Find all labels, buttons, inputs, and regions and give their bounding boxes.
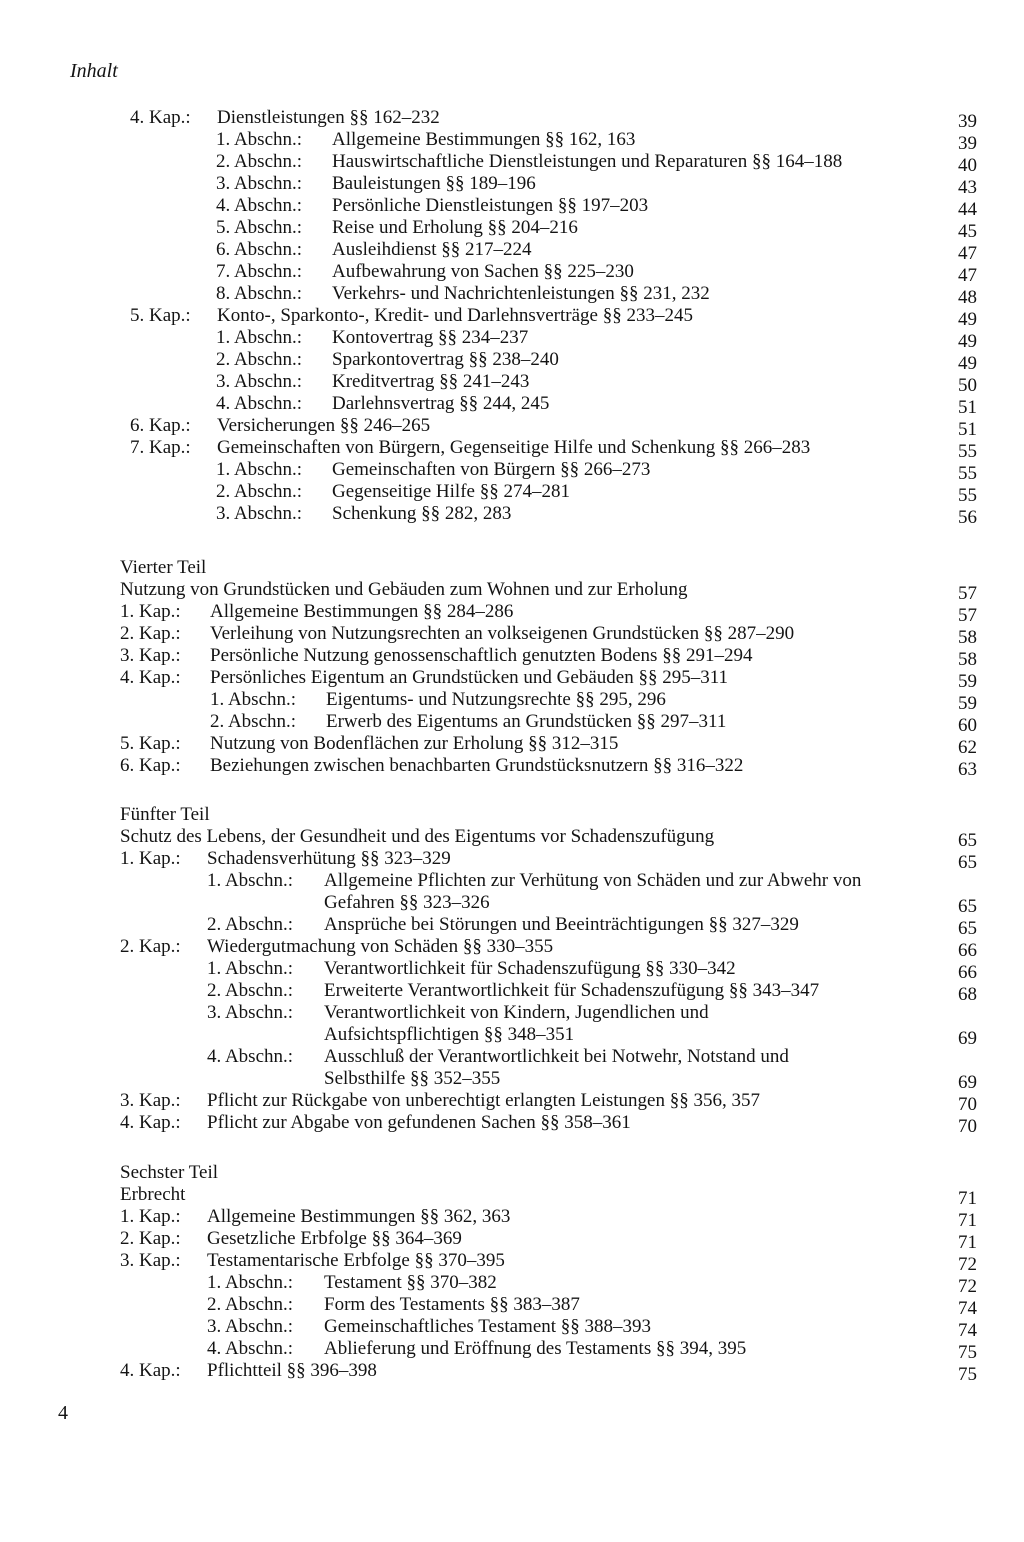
entry-title: Wiedergutmachung von Schäden §§ 330–355 (207, 936, 554, 957)
chapter-entry (0, 645, 1024, 670)
entry-label: 3. Abschn.: (207, 1316, 294, 1337)
entry-label: 1. Abschn.: (216, 327, 303, 348)
entry-title: Ablieferung und Eröffnung des Testaments §§ 394, 395 (324, 1338, 747, 1359)
page-ref: 63 (958, 759, 977, 780)
chapter-entry (0, 667, 1024, 692)
page-ref: 74 (958, 1320, 977, 1341)
section-entry (0, 870, 1024, 917)
entry-label: 2. Abschn.: (207, 1294, 294, 1315)
section-entry (0, 371, 1024, 396)
entry-title: Beziehungen zwischen benachbarten Grundstücksnutzern §§ 316–322 (210, 755, 744, 776)
section-entry (0, 151, 1024, 176)
entry-title: Ausschluß der Verantwortlichkeit bei Notwehr, Notstand und (324, 1046, 789, 1067)
entry-title: Ausleihdienst §§ 217–224 (332, 239, 532, 260)
entry-label: 1. Abschn.: (207, 958, 294, 979)
entry-title: Sparkontovertrag §§ 238–240 (332, 349, 559, 370)
part-title-row (0, 826, 1024, 851)
entry-label: 2. Kap.: (120, 1228, 181, 1249)
entry-title: Persönliche Dienstleistungen §§ 197–203 (332, 195, 649, 216)
section-entry (0, 1338, 1024, 1363)
chapter-entry (0, 755, 1024, 780)
entry-title: Darlehnsvertrag §§ 244, 245 (332, 393, 550, 414)
entry-label: 7. Abschn.: (216, 261, 303, 282)
entry-title: Allgemeine Pflichten zur Verhütung von Schäden und zur Abwehr von (324, 870, 862, 891)
page-ref: 72 (958, 1254, 977, 1275)
section-entry (0, 481, 1024, 506)
entry-title: Persönliches Eigentum an Grundstücken und Gebäuden §§ 295–311 (210, 667, 729, 688)
section-entry (0, 689, 1024, 714)
entry-label: 3. Kap.: (120, 1090, 181, 1111)
page-ref: 49 (958, 353, 977, 374)
entry-label: 8. Abschn.: (216, 283, 303, 304)
entry-label: 1. Kap.: (120, 848, 181, 869)
entry-label: 6. Abschn.: (216, 239, 303, 260)
page-ref: 58 (958, 627, 977, 648)
part-label: Fünfter Teil (120, 804, 210, 825)
section-entry (0, 958, 1024, 983)
page-ref: 40 (958, 155, 977, 176)
entry-title: Pflichtteil §§ 396–398 (207, 1360, 377, 1381)
entry-label: 1. Kap.: (120, 1206, 181, 1227)
entry-title: Kontovertrag §§ 234–237 (332, 327, 529, 348)
entry-label: 5. Kap.: (120, 733, 181, 754)
page-ref: 70 (958, 1094, 977, 1115)
page-ref: 39 (958, 111, 977, 132)
entry-title: Erweiterte Verantwortlichkeit für Schadenszufügung §§ 343–347 (324, 980, 820, 1001)
page-ref: 47 (958, 243, 977, 264)
page-ref: 69 (958, 1028, 977, 1049)
entry-title: Testamentarische Erbfolge §§ 370–395 (207, 1250, 505, 1271)
section-entry (0, 393, 1024, 418)
entry-label: 1. Abschn.: (216, 459, 303, 480)
page-ref: 66 (958, 940, 977, 961)
page-ref: 72 (958, 1276, 977, 1297)
section-entry (0, 914, 1024, 939)
page-ref: 49 (958, 331, 977, 352)
page-ref: 62 (958, 737, 977, 758)
running-header: Inhalt (70, 60, 118, 82)
entry-label: 4. Abschn.: (207, 1338, 294, 1359)
entry-label: 4. Abschn.: (216, 393, 303, 414)
entry-label: 3. Abschn.: (216, 371, 303, 392)
entry-title: Testament §§ 370–382 (324, 1272, 497, 1293)
part-heading (120, 557, 206, 579)
entry-label: 4. Kap.: (120, 1112, 181, 1133)
entry-title: Form des Testaments §§ 383–387 (324, 1294, 580, 1315)
chapter-entry (0, 437, 1024, 462)
page-ref: 47 (958, 265, 977, 286)
chapter-entry (0, 1360, 1024, 1385)
entry-title: Gegenseitige Hilfe §§ 274–281 (332, 481, 570, 502)
entry-label: 1. Kap.: (120, 601, 181, 622)
entry-label: 3. Kap.: (120, 645, 181, 666)
part-title: Nutzung von Grundstücken und Gebäuden zum Wohnen und zur Erholung (120, 579, 688, 600)
page-ref: 75 (958, 1342, 977, 1363)
entry-title: Pflicht zur Abgabe von gefundenen Sachen §§ 358–361 (207, 1112, 631, 1133)
chapter-entry (0, 1228, 1024, 1253)
page-ref: 75 (958, 1364, 977, 1385)
part-heading (120, 804, 210, 826)
page-ref: 58 (958, 649, 977, 670)
entry-title: Verantwortlichkeit für Schadenszufügung §§ 330–342 (324, 958, 736, 979)
part-label: Sechster Teil (120, 1162, 219, 1183)
part-title: Schutz des Lebens, der Gesundheit und des Eigentums vor Schadenszufügung (120, 826, 715, 847)
page-ref: 51 (958, 397, 977, 418)
entry-label: 2. Abschn.: (216, 349, 303, 370)
entry-title: Erwerb des Eigentums an Grundstücken §§ 297–311 (326, 711, 727, 732)
entry-title: Schadensverhütung §§ 323–329 (207, 848, 451, 869)
section-entry (0, 1002, 1024, 1049)
page-ref: 43 (958, 177, 977, 198)
page-ref: 45 (958, 221, 977, 242)
section-entry (0, 283, 1024, 308)
page-ref: 51 (958, 419, 977, 440)
page-ref: 68 (958, 984, 977, 1005)
entry-title: Gemeinschaften von Bürgern §§ 266–273 (332, 459, 651, 480)
entry-title: Dienstleistungen §§ 162–232 (217, 107, 440, 128)
section-entry (0, 327, 1024, 352)
entry-title: Nutzung von Bodenflächen zur Erholung §§ 312–315 (210, 733, 619, 754)
entry-title: Verantwortlichkeit von Kindern, Jugendlichen und (324, 1002, 709, 1023)
entry-label: 2. Kap.: (120, 623, 181, 644)
page-ref: 57 (958, 605, 977, 626)
entry-label: 4. Kap.: (130, 107, 191, 128)
page-ref: 60 (958, 715, 977, 736)
entry-title: Konto-, Sparkonto-, Kredit- und Darlehnsverträge §§ 233–245 (217, 305, 693, 326)
entry-label: 5. Kap.: (130, 305, 191, 326)
entry-title: Eigentums- und Nutzungsrechte §§ 295, 296 (326, 689, 666, 710)
section-entry (0, 349, 1024, 374)
section-entry (0, 173, 1024, 198)
entry-title: Reise und Erholung §§ 204–216 (332, 217, 578, 238)
entry-title: Allgemeine Bestimmungen §§ 162, 163 (332, 129, 636, 150)
page-ref: 55 (958, 463, 977, 484)
chapter-entry (0, 1090, 1024, 1115)
entry-label: 7. Kap.: (130, 437, 191, 458)
page-ref: 55 (958, 485, 977, 506)
page-ref: 48 (958, 287, 977, 308)
chapter-entry (0, 936, 1024, 961)
page-ref: 57 (958, 583, 977, 604)
entry-label: 1. Abschn.: (210, 689, 297, 710)
entry-label: 2. Abschn.: (216, 481, 303, 502)
entry-title: Hauswirtschaftliche Dienstleistungen und Reparaturen §§ 164–188 (332, 151, 843, 172)
entry-title: Kreditvertrag §§ 241–243 (332, 371, 530, 392)
entry-title: Allgemeine Bestimmungen §§ 284–286 (210, 601, 514, 622)
entry-title: Pflicht zur Rückgabe von unberechtigt erlangten Leistungen §§ 356, 357 (207, 1090, 760, 1111)
page-ref: 71 (958, 1232, 977, 1253)
page-ref: 59 (958, 693, 977, 714)
section-entry (0, 195, 1024, 220)
chapter-entry (0, 601, 1024, 626)
chapter-entry (0, 1250, 1024, 1275)
chapter-entry (0, 733, 1024, 758)
section-entry (0, 129, 1024, 154)
part-label: Vierter Teil (120, 557, 207, 578)
page-ref: 66 (958, 962, 977, 983)
page-ref: 65 (958, 918, 977, 939)
entry-label: 3. Abschn.: (216, 173, 303, 194)
section-entry (0, 1294, 1024, 1319)
part-title-row (0, 579, 1024, 604)
entry-title: Gemeinschaften von Bürgern, Gegenseitige Hilfe und Schenkung §§ 266–283 (217, 437, 811, 458)
entry-label: 3. Abschn.: (216, 503, 303, 524)
page-ref: 50 (958, 375, 977, 396)
entry-title: Allgemeine Bestimmungen §§ 362, 363 (207, 1206, 511, 1227)
page-ref: 65 (958, 852, 977, 873)
page-ref: 71 (958, 1210, 977, 1231)
page-ref: 69 (958, 1072, 977, 1093)
chapter-entry (0, 848, 1024, 873)
entry-title: Bauleistungen §§ 189–196 (332, 173, 536, 194)
entry-title: Gemeinschaftliches Testament §§ 388–393 (324, 1316, 652, 1337)
section-entry (0, 217, 1024, 242)
entry-title-continued: Aufsichtspflichtigen §§ 348–351 (324, 1024, 575, 1045)
entry-label: 2. Abschn.: (216, 151, 303, 172)
part-heading (120, 1162, 218, 1184)
chapter-entry (0, 107, 1024, 132)
entry-label: 1. Abschn.: (207, 1272, 294, 1293)
entry-label: 4. Abschn.: (216, 195, 303, 216)
entry-title: Persönliche Nutzung genossenschaftlich genutzten Bodens §§ 291–294 (210, 645, 753, 666)
entry-label: 1. Abschn.: (207, 870, 294, 891)
chapter-entry (0, 623, 1024, 648)
page-ref: 65 (958, 896, 977, 917)
page-ref: 49 (958, 309, 977, 330)
entry-label: 1. Abschn.: (216, 129, 303, 150)
section-entry (0, 1046, 1024, 1093)
page-ref: 70 (958, 1116, 977, 1137)
entry-label: 4. Kap.: (120, 667, 181, 688)
section-entry (0, 261, 1024, 286)
entry-title: Verleihung von Nutzungsrechten an volkseigenen Grundstücken §§ 287–290 (210, 623, 795, 644)
entry-label: 4. Kap.: (120, 1360, 181, 1381)
part-title: Erbrecht (120, 1184, 186, 1205)
section-entry (0, 239, 1024, 264)
page-ref: 59 (958, 671, 977, 692)
section-entry (0, 1316, 1024, 1341)
page-number: 4 (58, 1402, 68, 1424)
entry-label: 2. Kap.: (120, 936, 181, 957)
entry-title-continued: Gefahren §§ 323–326 (324, 892, 490, 913)
chapter-entry (0, 1112, 1024, 1137)
page-ref: 44 (958, 199, 977, 220)
chapter-entry (0, 1206, 1024, 1231)
entry-title: Verkehrs- und Nachrichtenleistungen §§ 231, 232 (332, 283, 710, 304)
entry-label: 2. Abschn.: (207, 914, 294, 935)
entry-title: Versicherungen §§ 246–265 (217, 415, 431, 436)
section-entry (0, 980, 1024, 1005)
chapter-entry (0, 305, 1024, 330)
page-ref: 71 (958, 1188, 977, 1209)
section-entry (0, 503, 1024, 528)
entry-label: 4. Abschn.: (207, 1046, 294, 1067)
entry-label: 5. Abschn.: (216, 217, 303, 238)
entry-title: Aufbewahrung von Sachen §§ 225–230 (332, 261, 634, 282)
entry-title: Ansprüche bei Störungen und Beeinträchtigungen §§ 327–329 (324, 914, 799, 935)
page-ref: 65 (958, 830, 977, 851)
entry-label: 6. Kap.: (120, 755, 181, 776)
part-title-row (0, 1184, 1024, 1209)
entry-title: Schenkung §§ 282, 283 (332, 503, 512, 524)
section-entry (0, 1272, 1024, 1297)
entry-label: 3. Kap.: (120, 1250, 181, 1271)
entry-label: 2. Abschn.: (210, 711, 297, 732)
entry-label: 2. Abschn.: (207, 980, 294, 1001)
chapter-entry (0, 415, 1024, 440)
entry-label: 6. Kap.: (130, 415, 191, 436)
page-ref: 55 (958, 441, 977, 462)
page-ref: 56 (958, 507, 977, 528)
entry-title: Gesetzliche Erbfolge §§ 364–369 (207, 1228, 462, 1249)
page-ref: 74 (958, 1298, 977, 1319)
entry-title-continued: Selbsthilfe §§ 352–355 (324, 1068, 501, 1089)
entry-label: 3. Abschn.: (207, 1002, 294, 1023)
section-entry (0, 459, 1024, 484)
section-entry (0, 711, 1024, 736)
page-ref: 39 (958, 133, 977, 154)
